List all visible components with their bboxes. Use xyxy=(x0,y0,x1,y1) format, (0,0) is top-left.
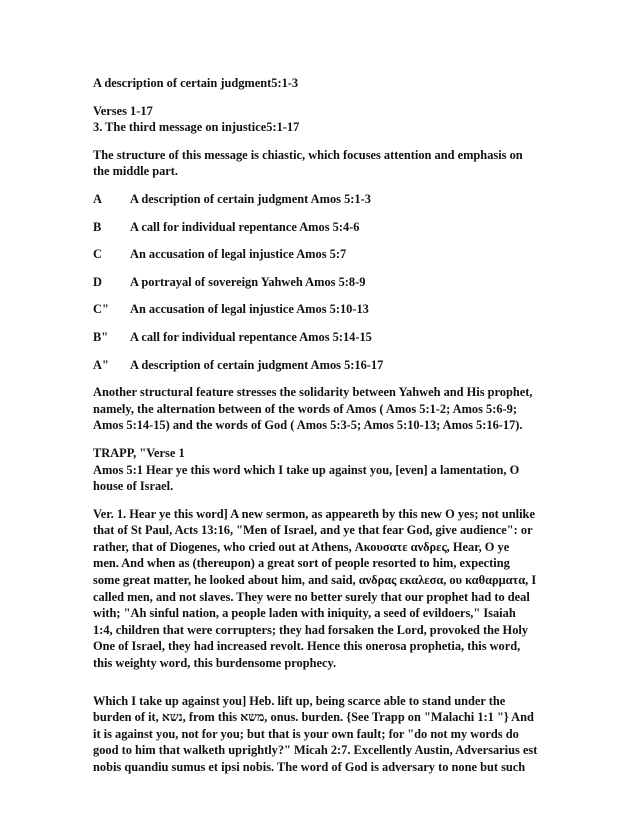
paragraph-line: Amos 5:14-15) and the words of God ( Amos 5:3-5; Amos 5:10-13; Amos 5:16-17). xyxy=(93,418,523,433)
outline-label: A" xyxy=(93,357,109,372)
outline-row xyxy=(93,246,563,263)
chiastic-outline xyxy=(93,191,563,373)
paragraph-line: One of Israel, they had increased revolt. Hence this onerosa prophetia, this word, xyxy=(93,639,521,654)
outline-label: C" xyxy=(93,302,109,317)
third-message-title: 3. The third message on injustice5:1-17 xyxy=(93,120,300,135)
paragraph-line: that of St Paul, Acts 13:16, "Men of Israel, and ye that fear God, give audience": or xyxy=(93,523,533,538)
outline-label: A xyxy=(93,191,102,206)
structural-feature-paragraph xyxy=(93,384,563,434)
trapp-verse-block xyxy=(93,445,563,495)
scripture-line: Amos 5:1 Hear ye this word which I take up against you, [even] a lamentation, O xyxy=(93,462,520,477)
outline-row xyxy=(93,329,563,346)
outline-row xyxy=(93,219,563,236)
verses-block xyxy=(93,103,563,136)
paragraph-line: Ver. 1. Hear ye this word] A new sermon, as appeareth by this new O yes; not unlike xyxy=(93,506,535,521)
paragraph-line: the middle part. xyxy=(93,164,179,179)
trapp-heading: TRAPP, "Verse 1 xyxy=(93,445,185,460)
paragraph-line: namely, the alternation between of the words of Amos ( Amos 5:1-2; Amos 5:6-9; xyxy=(93,401,517,416)
outline-text: A portrayal of sovereign Yahweh Amos 5:8-9 xyxy=(130,274,366,289)
outline-text: A description of certain judgment Amos 5:16-17 xyxy=(130,357,384,372)
outline-text: An accusation of legal injustice Amos 5:7 xyxy=(130,247,347,262)
paragraph-line: this weighty word, this burdensome prophecy. xyxy=(93,656,337,671)
paragraph-line: some great matter, he looked about him, and said, ανδρας εκαλεσα, ου καθαρματα, I xyxy=(93,573,537,588)
ver1-commentary xyxy=(93,506,563,672)
paragraph-line: Which I take up against you] Heb. lift up, being scarce able to stand under the xyxy=(93,693,506,708)
take-up-commentary xyxy=(93,693,563,776)
outline-label: C xyxy=(93,247,102,262)
paragraph-line: 1:4, children that were corrupters; they had forsaken the Lord, provoked the Holy xyxy=(93,622,529,637)
outline-row xyxy=(93,357,563,374)
paragraph-line: burden of it, נשא, from this משא, onus. burden. {See Trapp on "Malachi 1:1 "} And xyxy=(93,710,534,725)
outline-label: B xyxy=(93,219,102,234)
paragraph-line: The structure of this message is chiastic, which focuses attention and emphasis on xyxy=(93,147,523,162)
outline-row xyxy=(93,301,563,318)
paragraph-line: men. And when as (thereupon) a great sort of people resorted to him, expecting xyxy=(93,556,510,571)
scripture-line: house of Israel. xyxy=(93,479,174,494)
outline-text: A call for individual repentance Amos 5:14-15 xyxy=(130,329,372,344)
outline-label: D xyxy=(93,274,102,289)
structure-paragraph xyxy=(93,147,563,180)
outline-row xyxy=(93,191,563,208)
paragraph-line: nobis quandiu sumus et ipsi nobis. The word of God is adversary to none but such xyxy=(93,760,526,774)
paragraph-line: good to him that walketh uprightly?" Micah 2:7. Excellently Austin, Adversarius est xyxy=(93,743,538,758)
paragraph-line: rather, that of Diogenes, who cried out at Athens, Ακουσατε ανδρες, Hear, O ye xyxy=(93,539,510,554)
verses-label: Verses 1-17 xyxy=(93,103,153,118)
paragraph-line: called men, and not slaves. They were no better surely that our prophet had to deal xyxy=(93,589,530,604)
paragraph-line: it is against you, not for you; but that is your own fault; for "do not my words do xyxy=(93,726,519,741)
paragraph-line: with; "Ah sinful nation, a people laden with iniquity, a seed of evildoers," Isaiah xyxy=(93,606,516,621)
outline-row xyxy=(93,274,563,291)
outline-text: A description of certain judgment Amos 5:1-3 xyxy=(130,191,371,206)
outline-text: A call for individual repentance Amos 5:4-6 xyxy=(130,219,360,234)
spacer xyxy=(93,683,563,693)
outline-label: B" xyxy=(93,329,109,344)
document-page xyxy=(93,75,563,787)
paragraph-line: Another structural feature stresses the solidarity between Yahweh and His prophet, xyxy=(93,385,533,400)
outline-text: An accusation of legal injustice Amos 5:10-13 xyxy=(130,302,369,317)
section-heading: A description of certain judgment5:1-3 xyxy=(93,76,299,90)
